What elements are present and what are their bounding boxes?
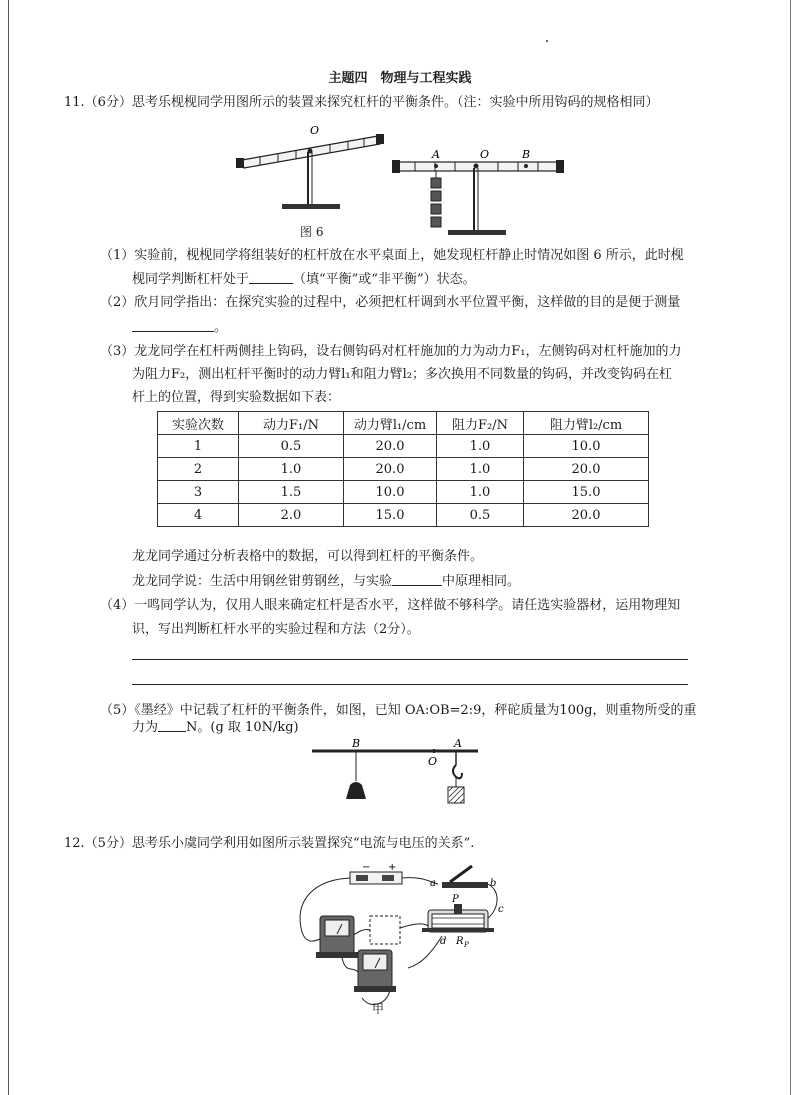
label-d: d bbox=[440, 936, 447, 947]
tilted-lever bbox=[236, 134, 384, 209]
table-cell: 10.0 bbox=[524, 435, 649, 458]
table-cell: 10.0 bbox=[344, 481, 437, 504]
table-row bbox=[158, 481, 649, 504]
answer-blank-4[interactable] bbox=[158, 718, 186, 732]
speck bbox=[546, 40, 548, 42]
table-cell: 20.0 bbox=[524, 458, 649, 481]
table-cell: 1.0 bbox=[437, 481, 524, 504]
label-a: A bbox=[432, 148, 440, 161]
figure-6 bbox=[230, 118, 570, 240]
table-cell: 1.0 bbox=[437, 435, 524, 458]
q11-p3-line3: 杆上的位置，得到实验数据如下表： bbox=[132, 390, 341, 405]
page-border-left bbox=[8, 0, 9, 1095]
q11-p5-line1: （5）《墨经》中记载了杠杆的平衡条件，如图，已知 OA:OB=2:9，秤砣质量为100g，则重物所受的重 bbox=[100, 703, 697, 718]
label-o: O bbox=[480, 148, 490, 161]
label-p: P bbox=[452, 894, 459, 905]
q11-stem: 11.（6分）思考乐枧枧同学用图所示的装置来探究杠杆的平衡条件。（注：实验中所用钩码的规格相同） bbox=[64, 95, 659, 110]
hook bbox=[453, 765, 462, 778]
q11-p2-line2: 。 bbox=[132, 318, 227, 337]
label-rp-sub: P bbox=[464, 941, 469, 949]
table-row bbox=[158, 458, 649, 481]
q11-p3-line1: （3）龙龙同学在杠杆两侧挂上钩码，设右侧钩码对杠杆施加的力为动力F₁，左侧钩码对杠杆施加的力 bbox=[100, 344, 682, 359]
table-cell: 3 bbox=[158, 481, 239, 504]
table-cell: 1.0 bbox=[239, 458, 344, 481]
table-row bbox=[158, 435, 649, 458]
table-row bbox=[158, 504, 649, 527]
label-minus: − bbox=[362, 862, 371, 873]
table-header: 动力臂l₁/cm bbox=[344, 412, 437, 435]
table-cell: 2.0 bbox=[239, 504, 344, 527]
answer-blank-1[interactable] bbox=[249, 270, 293, 284]
section-title: 主题四 物理与工程实践 bbox=[328, 71, 472, 86]
q11-p3-line2: 为阻力F₂，测出杠杆平衡时的动力臂l₁和阻力臂l₂；多次换用不同数量的钩码，并改变钩码在杠 bbox=[132, 367, 672, 382]
q11-p1-line1: （1）实验前，枧枧同学将组装好的杠杆放在水平桌面上，她发现杠杆静止时情况如图 6 所示，此时枧 bbox=[100, 248, 684, 263]
table-cell: 2 bbox=[158, 458, 239, 481]
circuit-caption: 甲 bbox=[372, 1002, 385, 1016]
q12-stem: 12.（5分）思考乐小虞同学利用如图所示装置探究“电流与电压的关系”. bbox=[64, 836, 475, 851]
table-cell: 0.5 bbox=[239, 435, 344, 458]
table-cell: 1.5 bbox=[239, 481, 344, 504]
table-cell: 15.0 bbox=[524, 481, 649, 504]
label-c: c bbox=[498, 904, 504, 915]
data-table bbox=[157, 411, 649, 527]
switch-base bbox=[442, 882, 488, 888]
figure-steelyard bbox=[310, 735, 482, 810]
label-b: b bbox=[490, 878, 497, 889]
table-header: 阻力F₂/N bbox=[437, 412, 524, 435]
table-cell: 1.0 bbox=[437, 458, 524, 481]
label-scale-b: B bbox=[352, 737, 361, 750]
q11-p1-line2: 枧同学判断杠杆处于 （填“平衡”或“非平衡”）状态。 bbox=[132, 272, 476, 287]
label-rp: R bbox=[456, 936, 464, 947]
table-header: 动力F₁/N bbox=[239, 412, 344, 435]
table-header: 实验次数 bbox=[158, 412, 239, 435]
label-plus: + bbox=[388, 862, 397, 873]
q11-p4-line1: （4）一鸣同学认为，仅用人眼来确定杠杆是否水平，这样做不够科学。请任选实验器材，运用物理知 bbox=[100, 598, 681, 613]
figure-6-caption: 图 6 bbox=[300, 225, 324, 239]
answer-line-1[interactable] bbox=[132, 659, 688, 660]
page-border-right bbox=[790, 0, 791, 1095]
q11-p3-after2: 龙龙同学说：生活中用钢丝钳剪钢丝，与实验 中原理相同。 bbox=[132, 574, 521, 589]
label-b: B bbox=[522, 148, 531, 161]
table-header: 阻力臂l₂/cm bbox=[524, 412, 649, 435]
table-cell: 20.0 bbox=[524, 504, 649, 527]
label-a: a bbox=[430, 878, 436, 889]
q11-p2-line1: （2）欣月同学指出：在探究实验的过程中，必须把杠杆调到水平位置平衡，这样做的目的是便于测量 bbox=[100, 295, 681, 310]
table-cell: 1 bbox=[158, 435, 239, 458]
table-header-row bbox=[158, 412, 649, 435]
horizontal-lever bbox=[392, 160, 564, 235]
q11-p3-after1: 龙龙同学通过分析表格中的数据，可以得到杠杆的平衡条件。 bbox=[132, 549, 484, 564]
counterweight bbox=[346, 782, 366, 799]
answer-line-2[interactable] bbox=[132, 684, 688, 685]
q11-p5-line2: 力为 N。(g 取 10N/kg) bbox=[132, 720, 299, 735]
label-scale-o: O bbox=[428, 755, 438, 768]
label-scale-a: A bbox=[454, 737, 462, 750]
q11-p4-line2: 识，写出判断杠杆水平的实验过程和方法（2分）。 bbox=[132, 622, 420, 637]
answer-blank-3[interactable] bbox=[392, 572, 442, 586]
table-cell: 20.0 bbox=[344, 435, 437, 458]
table-cell: 4 bbox=[158, 504, 239, 527]
answer-blank-2[interactable] bbox=[132, 318, 214, 332]
figure-circuit bbox=[292, 862, 512, 1022]
table-cell: 0.5 bbox=[437, 504, 524, 527]
label-o-left: O bbox=[310, 124, 320, 137]
table-cell: 15.0 bbox=[344, 504, 437, 527]
unknown-component-box bbox=[370, 916, 400, 944]
table-cell: 20.0 bbox=[344, 458, 437, 481]
